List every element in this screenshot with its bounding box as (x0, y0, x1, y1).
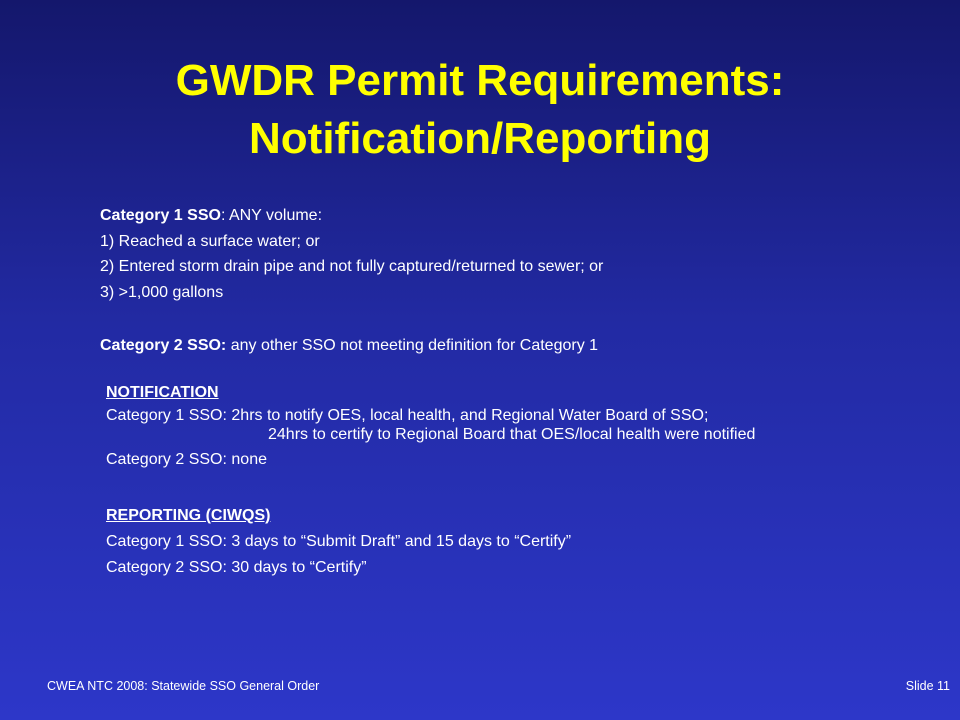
notification-category-1-line-1: Category 1 SSO: 2hrs to notify OES, local health, and Regional Water Board of SSO; (106, 407, 709, 424)
reporting-section (106, 504, 936, 580)
category-2-text: any other SSO not meeting definition for Category 1 (226, 337, 599, 354)
category-1-text: : ANY volume: (220, 207, 323, 224)
category-definitions (100, 203, 920, 359)
reporting-heading: REPORTING (CIWQS) (106, 507, 271, 524)
category-1-item-1: 1) Reached a surface water; or (100, 232, 320, 250)
title-line-2: Notification/Reporting (249, 114, 711, 163)
category-1-item-3: 3) >1,000 gallons (100, 283, 224, 301)
category-2-definition (100, 333, 920, 359)
notification-category-1-line-2: 24hrs to certify to Regional Board that OES/local health were notified (268, 426, 756, 443)
reporting-category-2: Category 2 SSO: 30 days to “Certify” (106, 559, 367, 576)
title-line-1: GWDR Permit Requirements: (175, 56, 785, 105)
spacer (100, 305, 920, 333)
notification-section (106, 381, 936, 472)
category-1-definition (100, 203, 920, 229)
slide-title (0, 52, 960, 168)
category-2-label: Category 2 SSO: (100, 337, 227, 354)
footer-caption: CWEA NTC 2008: Statewide SSO General Order (47, 679, 320, 693)
category-1-label: Category 1 SSO (100, 207, 221, 224)
reporting-category-1: Category 1 SSO: 3 days to “Submit Draft” and 15 days to “Certify” (106, 533, 572, 550)
category-1-item-2: 2) Entered storm drain pipe and not fully captured/returned to sewer; or (100, 258, 604, 275)
notification-category-2: Category 2 SSO: none (106, 451, 267, 468)
slide-number: Slide 11 (905, 679, 950, 693)
notification-heading: NOTIFICATION (106, 384, 219, 401)
